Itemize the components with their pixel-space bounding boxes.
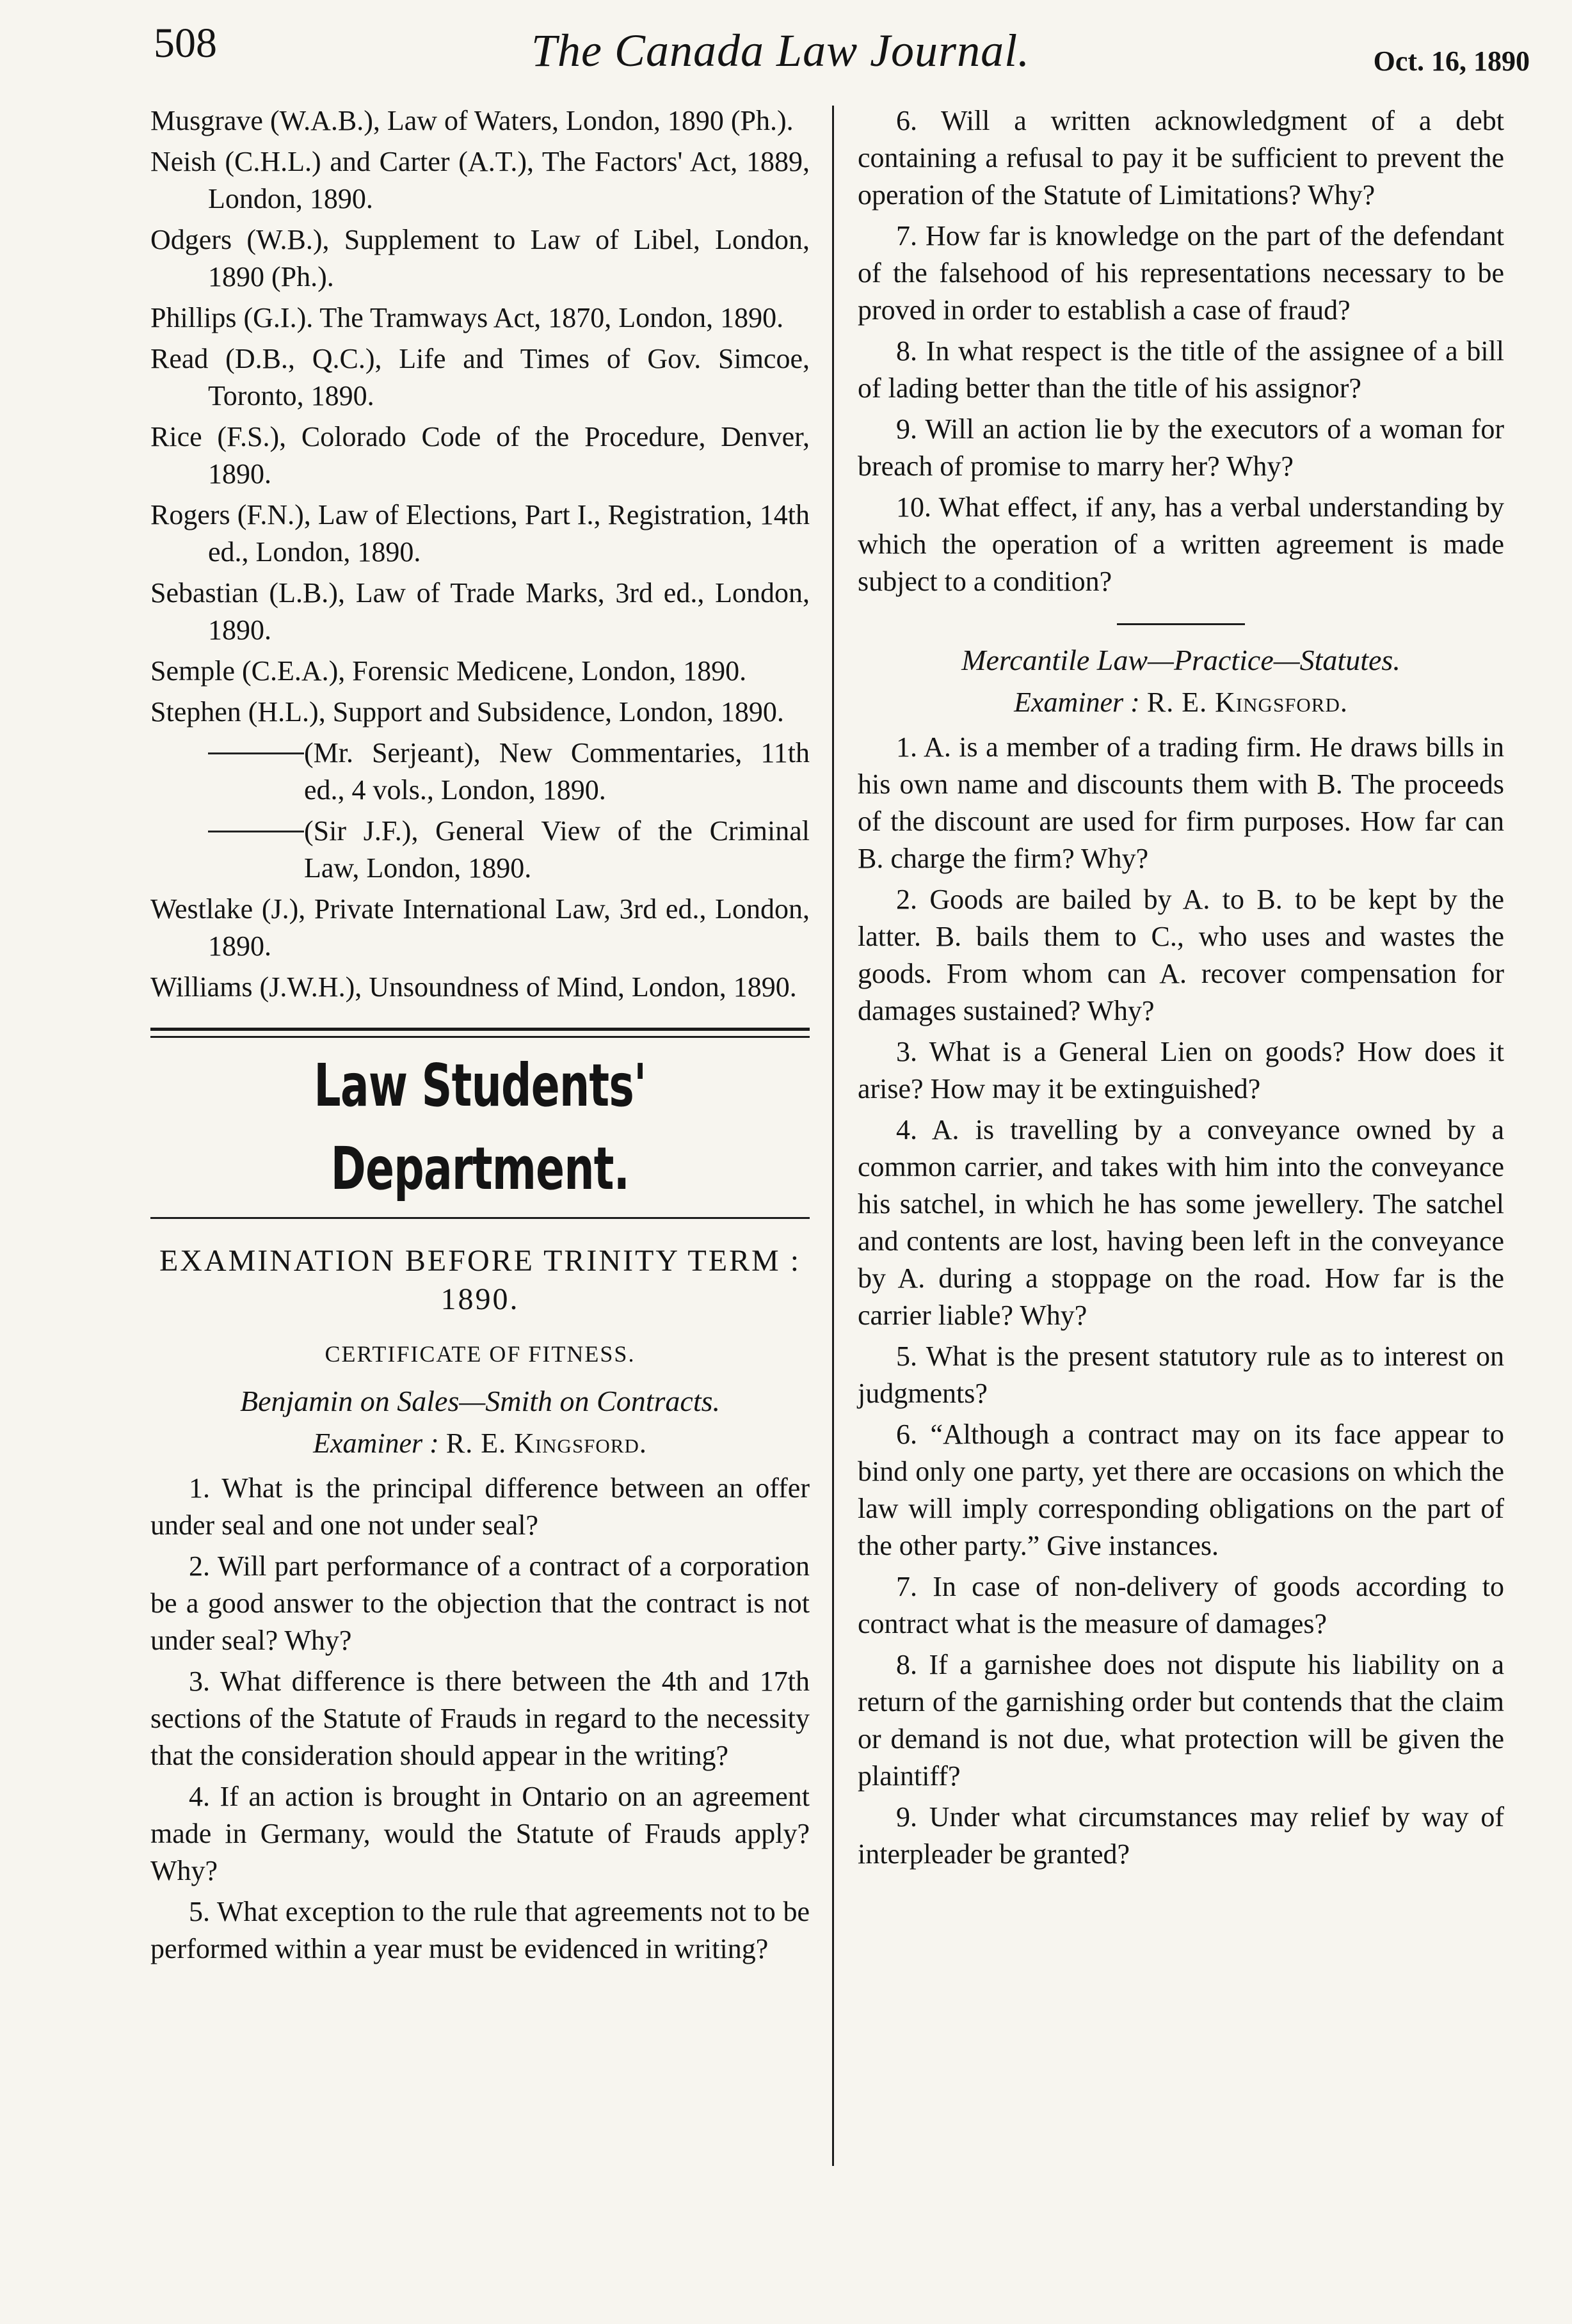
ditto-entry-text: (Sir J.F.), General View of the Criminal Law, London, 1890.: [304, 815, 810, 884]
question: 3. What difference is there between the 4th and 17th sections of the Statute of Frauds in regard to the necessity that the consideration should appear in the writing?: [150, 1666, 810, 1771]
section-rule-thick: [150, 1028, 810, 1031]
bibliography-entry: Neish (C.H.L.) and Carter (A.T.), The Factors' Act, 1889, London, 1890.: [150, 146, 810, 214]
subject-heading: Benjamin on Sales—Smith on Contracts.: [239, 1385, 721, 1417]
examiner-line: [150, 1425, 810, 1462]
question-list: [150, 1470, 810, 1968]
bibliography-entry: Phillips (G.I.). The Tramways Act, 1870, London, 1890.: [150, 302, 784, 333]
section-rule-thin: [150, 1036, 810, 1038]
exam-title: EXAMINATION BEFORE TRINITY TERM : 1890.: [159, 1244, 801, 1316]
bibliography-entry: Musgrave (W.A.B.), Law of Waters, London, 1890 (Ph.).: [150, 105, 794, 136]
column-divider: [832, 106, 834, 2166]
header-date: Oct. 16, 1890: [1373, 45, 1530, 77]
left-column: [150, 102, 810, 1971]
bibliography-entry: Westlake (J.), Private International Law, 3rd ed., London, 1890.: [150, 893, 810, 962]
question-list-continued: [858, 102, 1504, 600]
bibliography-entry: Rogers (F.N.), Law of Elections, Part I., Registration, 14th ed., London, 1890.: [150, 499, 810, 568]
bibliography-entry: Read (D.B., Q.C.), Life and Times of Gov. Simcoe, Toronto, 1890.: [150, 343, 810, 411]
question: 9. Will an action lie by the executors of a woman for breach of promise to marry her? Why?: [858, 413, 1504, 482]
bibliography-entry: Rice (F.S.), Colorado Code of the Procedure, Denver, 1890.: [150, 421, 810, 489]
question: 1. What is the principal difference between an offer under seal and one not under seal?: [150, 1472, 810, 1541]
page-header: [154, 19, 1530, 90]
question: 8. In what respect is the title of the assignee of a bill of lading better than the title of his assignor?: [858, 335, 1504, 404]
question: 7. In case of non-delivery of goods according to contract what is the measure of damages?: [858, 1571, 1504, 1639]
question: 3. What is a General Lien on goods? How does it arise? How may it be extinguished?: [858, 1036, 1504, 1104]
bibliography-entry: Sebastian (L.B.), Law of Trade Marks, 3rd ed., London, 1890.: [150, 577, 810, 646]
question: 6. “Although a contract may on its face appear to bind only one party, yet there are occasions on which the law will imply corresponding obligations on the part of the other party.” Give instances.: [858, 1419, 1504, 1561]
question: 7. How far is knowledge on the part of the defendant of the falsehood of his representations necessary to be proved in order to establish a case of fraud?: [858, 220, 1504, 326]
bibliography-entry: Williams (J.W.H.), Unsoundness of Mind, London, 1890.: [150, 971, 797, 1003]
department-title: Law Students' Department.: [314, 1051, 646, 1203]
journal-title: The Canada Law Journal.: [531, 25, 1031, 76]
question: 5. What exception to the rule that agreements not to be performed within a year must be evidenced in writing?: [150, 1896, 810, 1964]
examiner-name: R. E. Kingsford.: [445, 1428, 647, 1459]
section-divider: [1117, 623, 1245, 625]
question: 6. Will a written acknowledgment of a debt containing a refusal to pay it be sufficient to prevent the operation of the Statute of Limitations? Why?: [858, 105, 1504, 211]
bibliography-ditto-entry: [150, 735, 810, 809]
bibliography-list: [150, 102, 810, 1006]
question: 9. Under what circumstances may relief by way of interpleader be granted?: [858, 1801, 1504, 1870]
section-rule-bottom: [150, 1217, 810, 1219]
page-number: 508: [154, 20, 217, 67]
examiner-line: [858, 684, 1504, 721]
examiner-label: Examiner :: [313, 1428, 439, 1459]
ditto-entry-text: (Mr. Serjeant), New Commentaries, 11th ed., 4 vols., London, 1890.: [304, 737, 810, 806]
question: 8. If a garnishee does not dispute his liability on a return of the garnishing order but contends that the claim or demand is not due, what protection will be given the plaintiff?: [858, 1649, 1504, 1792]
bibliography-ditto-entry: [150, 813, 810, 887]
question: 4. A. is travelling by a conveyance owned by a common carrier, and takes with him into the conveyance his satchel, in which he has some jewellery. The satchel and contents are lost, having been left in the conveyance by A. during a stoppage on the road. How far is the carrier liable? Why?: [858, 1114, 1504, 1331]
question-list: [858, 729, 1504, 1873]
subject-heading: Mercantile Law—Practice—Statutes.: [961, 644, 1400, 676]
bibliography-entry: Stephen (H.L.), Support and Subsidence, London, 1890.: [150, 696, 784, 728]
right-column: [858, 102, 1504, 1877]
bibliography-entry: Semple (C.E.A.), Forensic Medicene, London, 1890.: [150, 655, 747, 687]
certificate-heading: CERTIFICATE OF FITNESS.: [325, 1341, 636, 1367]
question: 4. If an action is brought in Ontario on an agreement made in Germany, would the Statute of Frauds apply? Why?: [150, 1781, 810, 1886]
ditto-dash: [208, 752, 304, 754]
question: 1. A. is a member of a trading firm. He draws bills in his own name and discounts them with B. The proceeds of the discount are used for firm purposes. How far can B. charge the firm? Why?: [858, 731, 1504, 874]
question: 10. What effect, if any, has a verbal understanding by which the operation of a written agreement is made subject to a condition?: [858, 491, 1504, 597]
bibliography-entry: Odgers (W.B.), Supplement to Law of Libel, London, 1890 (Ph.).: [150, 224, 810, 292]
examiner-label: Examiner :: [1014, 687, 1140, 718]
ditto-dash: [208, 831, 304, 832]
question: 2. Goods are bailed by A. to B. to be kept by the latter. B. bails them to C., who uses and wastes the goods. From whom can A. recover compensation for damages sustained? Why?: [858, 884, 1504, 1026]
question: 5. What is the present statutory rule as to interest on judgments?: [858, 1341, 1504, 1409]
question: 2. Will part performance of a contract of a corporation be a good answer to the objection that the contract is not under seal? Why?: [150, 1550, 810, 1656]
examiner-name: R. E. Kingsford.: [1146, 687, 1348, 718]
